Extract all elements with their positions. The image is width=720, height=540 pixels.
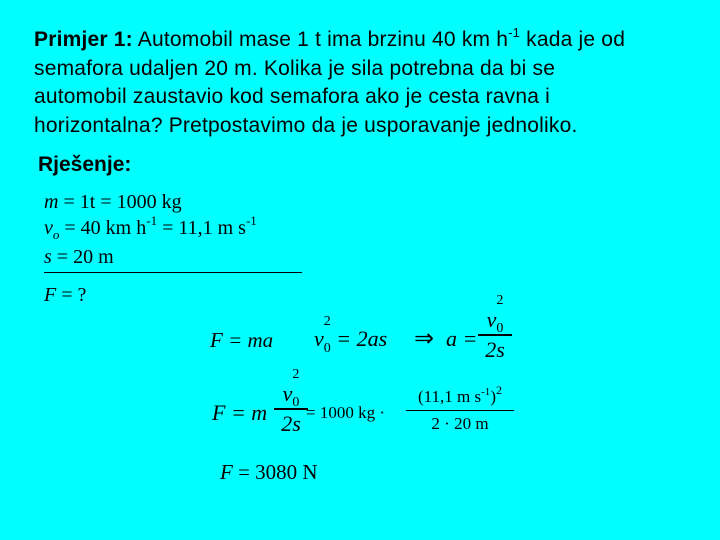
frac2-sub: 0 [292,395,300,410]
frac3-num-sup: -1 [481,386,491,398]
velocity-value2: = 11,1 m s [157,217,246,239]
force-var: F [44,284,57,306]
eq2-sub: 0 [323,341,331,356]
frac1-sub: 0 [496,321,504,336]
eq3-left: F = m [212,400,268,425]
distance-value: = 20 m [51,246,114,268]
frac3-num-end: ) [490,387,496,406]
frac3-num [406,384,514,410]
given-distance [44,245,114,269]
velocity-sup2: -1 [245,213,257,228]
eq-kinematic: v 2 $_0$ = 2as [314,314,388,356]
result [220,460,318,485]
frac1-num: v 2 $_0$ [486,293,504,336]
unknown-force [44,283,86,307]
solution-title: Rješenje: [38,153,132,176]
a-equals: a = [446,326,478,351]
given-velocity [44,213,257,247]
fraction-numeric [406,384,514,437]
distance-var: s [44,246,52,268]
frac2-v: v [282,381,293,406]
problem-line3: automobil zaustavio kod semafora ako je cesta ravna i [34,85,551,108]
result-text [220,460,318,484]
frac3-den: 2 · 20 m [431,414,489,433]
frac3-num-text: (11,1 m s [418,387,482,406]
eq3-mid: = 1000 kg · [306,403,385,422]
frac3-num-sup2: 2 [495,383,502,397]
fraction-a [478,293,512,364]
problem-line1-end: kada je od [520,28,626,51]
eq2-v: v [314,326,324,351]
frac1-v: v [486,307,497,332]
mass-var: m [44,191,59,213]
velocity-sub: o [52,227,60,242]
fraction-f [274,367,308,438]
problem-sup1: -1 [508,25,521,40]
result-var: F [220,460,233,484]
mass-value: = 1t = 1000 kg [58,191,182,213]
velocity-var: v [44,217,53,239]
divider-line [44,272,302,273]
problem-line1: Automobil mase 1 t ima brzinu 40 km h [132,28,509,51]
frac2-num: v 2 $_0$ [282,367,300,410]
eq-newton: F = ma [210,328,274,352]
implies-symbol: ⇒ [414,326,435,352]
problem-line4: horizontalna? Pretpostavimo da je usporavanje jednoliko. [34,113,578,137]
velocity-value: = 40 km h [59,217,147,239]
result-value: = 3080 N [232,460,318,484]
eq2-rhs: = 2as [330,326,388,351]
force-value: = ? [56,284,87,306]
problem-text [34,26,714,140]
frac1-den: 2s [485,336,505,362]
given-mass [44,190,182,214]
problem-label: Primjer 1: [34,28,133,51]
frac2-den: 2s [281,410,301,436]
velocity-sup: -1 [146,213,158,228]
problem-line2: semafora udaljen 20 m. Kolika je sila potrebna da bi se [34,56,556,80]
